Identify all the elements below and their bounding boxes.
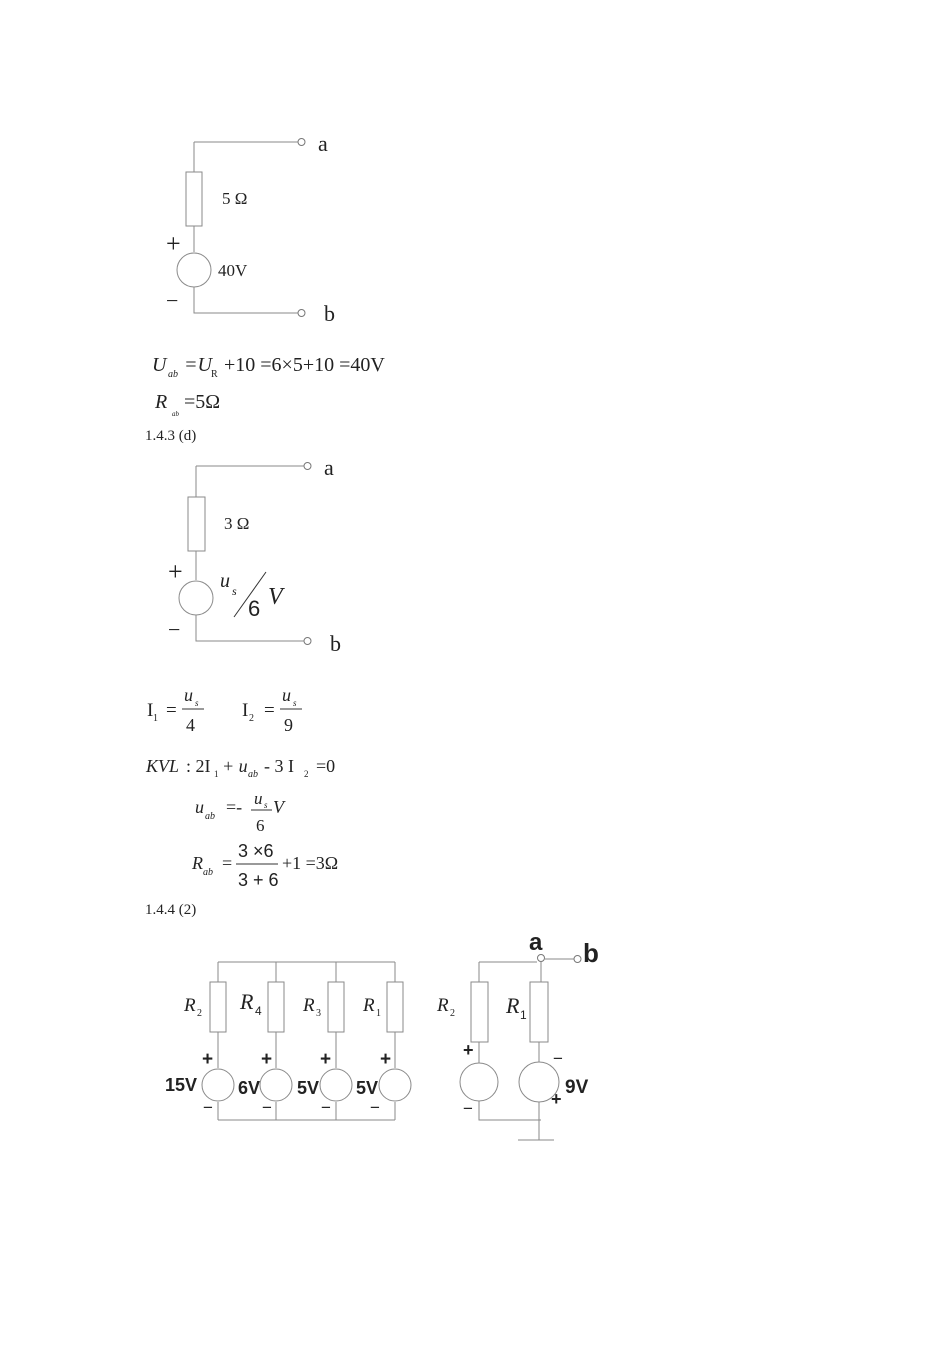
label-5v-b: 5V — [356, 1078, 379, 1098]
eq2-sign: = — [264, 700, 275, 721]
uab-unit: V — [273, 797, 284, 817]
label-R2: R — [184, 995, 196, 1016]
rab-num: 3 ×6 — [238, 841, 274, 861]
label-6v: 6V — [238, 1078, 261, 1098]
heading-1-4-3-d: 1.4.3 (d) — [145, 428, 197, 444]
eq-U-sub: ab — [168, 369, 178, 380]
circuit-1 — [166, 131, 335, 326]
plus-4: + — [380, 1049, 392, 1070]
circuit-2 — [168, 455, 341, 656]
resistor-r2 — [471, 982, 488, 1042]
minus-left: − — [463, 1099, 473, 1118]
circuit-3 — [165, 962, 411, 1120]
equation-rab — [154, 391, 220, 418]
equation-kvl — [145, 756, 335, 780]
uab-den: 6 — [256, 816, 265, 835]
resistor-3ohm — [188, 497, 205, 551]
frac2-num: u — [282, 685, 291, 705]
equation-uab — [152, 354, 385, 380]
minus-sign: − — [168, 617, 181, 642]
minus-right: − — [553, 1049, 563, 1068]
kvl-sub2: 2 — [304, 769, 309, 779]
resistor-5ohm — [186, 172, 202, 226]
eq2-rest: =5Ω — [184, 391, 221, 413]
kvl-u-sub: ab — [248, 769, 258, 780]
plus-3: + — [320, 1049, 332, 1070]
terminal-b-label: b — [583, 938, 599, 968]
source-left — [460, 1063, 498, 1101]
frac1-den: 4 — [186, 715, 195, 735]
label-R2-sub: 2 — [450, 1008, 455, 1019]
kvl-label: KVL — [146, 756, 180, 776]
rab-R: R — [192, 853, 203, 873]
kvl-colon: : 2I — [186, 756, 211, 776]
terminal-a-label: a — [324, 455, 334, 480]
label-R1-sub: 1 — [520, 1008, 527, 1022]
label-5v-a: 5V — [297, 1078, 320, 1098]
resistor-r3 — [328, 982, 344, 1032]
kvl-sub1: 1 — [214, 769, 219, 779]
resistor-label: 3 Ω — [224, 514, 250, 533]
source-5v-a — [320, 1069, 352, 1101]
terminal-b-circle — [298, 310, 305, 317]
equation-uab-result — [195, 789, 286, 835]
resistor-r1 — [530, 982, 548, 1042]
resistor-label: 5 Ω — [222, 189, 248, 208]
label-R3-sub: 3 — [316, 1008, 321, 1019]
equation-currents — [147, 685, 302, 735]
terminal-a-label: a — [318, 131, 328, 156]
minus-3: − — [321, 1098, 331, 1117]
rab-den: 3 + 6 — [238, 870, 279, 890]
plus-sign: + — [166, 229, 181, 258]
voltage-source-40v — [177, 253, 211, 287]
uab-num: u — [254, 789, 263, 808]
I2-sub: 2 — [249, 713, 254, 724]
resistor-r4 — [268, 982, 284, 1032]
terminal-b-label: b — [330, 631, 341, 656]
source-num-sub: s — [232, 584, 237, 598]
resistor-r1 — [387, 982, 403, 1032]
label-R4: R — [240, 989, 254, 1014]
uab-eq: =- — [226, 797, 243, 817]
rab-rest: +1 =3Ω — [282, 853, 339, 873]
label-R2-sub: 2 — [197, 1008, 202, 1019]
voltage-source-us6 — [179, 581, 213, 615]
rab-eq: = — [222, 853, 233, 873]
frac1-num-sub: s — [195, 698, 199, 708]
terminal-b-label: b — [324, 301, 335, 326]
frac1-num: u — [184, 685, 193, 705]
plus-right: + — [551, 1089, 562, 1109]
circuit-4 — [436, 929, 599, 1140]
label-R1: R — [363, 995, 375, 1016]
I1: I — [147, 700, 154, 721]
rab-sub: ab — [203, 867, 213, 878]
heading-1-4-4-2: 1.4.4 (2) — [145, 902, 197, 918]
source-5v-b — [379, 1069, 411, 1101]
plus-left: + — [463, 1040, 474, 1060]
terminal-b-circle — [574, 956, 581, 963]
source-unit: V — [268, 584, 283, 610]
source-num: u — [220, 570, 230, 592]
kvl-eq0: =0 — [316, 756, 336, 776]
minus-sign: − — [166, 288, 179, 313]
label-R1: R — [506, 993, 520, 1018]
source-label: 40V — [218, 261, 248, 280]
I2: I — [242, 700, 249, 721]
eq2-R: R — [155, 391, 168, 413]
eq-UR-sub: R — [211, 369, 218, 380]
frac2-den: 9 — [284, 715, 293, 735]
terminal-a-label: a — [529, 929, 543, 956]
resistor-r2 — [210, 982, 226, 1032]
eq1-sign: = — [166, 700, 177, 721]
equation-rab-result — [191, 841, 338, 890]
frac2-num-sub: s — [293, 698, 297, 708]
plus-1: + — [202, 1049, 214, 1070]
eq-eq-U: =U — [184, 354, 212, 376]
minus-2: − — [262, 1098, 272, 1117]
terminal-a-circle — [304, 463, 311, 470]
terminal-b-circle — [304, 638, 311, 645]
label-R2: R — [437, 995, 449, 1016]
source-15v — [202, 1069, 234, 1101]
eq-U: U — [152, 354, 167, 376]
plus-sign: + — [168, 557, 183, 586]
eq2-R-sub: ab — [172, 410, 179, 418]
label-R1-sub: 1 — [376, 1008, 381, 1019]
label-9v: 9V — [565, 1077, 589, 1098]
I1-sub: 1 — [153, 713, 158, 724]
wire-bottom — [194, 287, 298, 313]
label-R3: R — [303, 995, 315, 1016]
uab-sub: ab — [205, 811, 215, 822]
eq-rest: +10 =6×5+10 =40V — [224, 354, 385, 376]
kvl-minus3: - 3 I — [264, 756, 294, 776]
uab-u: u — [195, 797, 204, 817]
plus-2: + — [261, 1049, 273, 1070]
label-15v: 15V — [165, 1075, 198, 1095]
source-6v — [260, 1069, 292, 1101]
uab-num-sub: s — [264, 800, 268, 810]
source-den: 6 — [248, 596, 261, 621]
minus-4: − — [370, 1098, 380, 1117]
terminal-a-circle — [298, 139, 305, 146]
kvl-u: + u — [222, 756, 248, 776]
label-R4-sub: 4 — [255, 1004, 262, 1018]
minus-1: − — [203, 1098, 213, 1117]
